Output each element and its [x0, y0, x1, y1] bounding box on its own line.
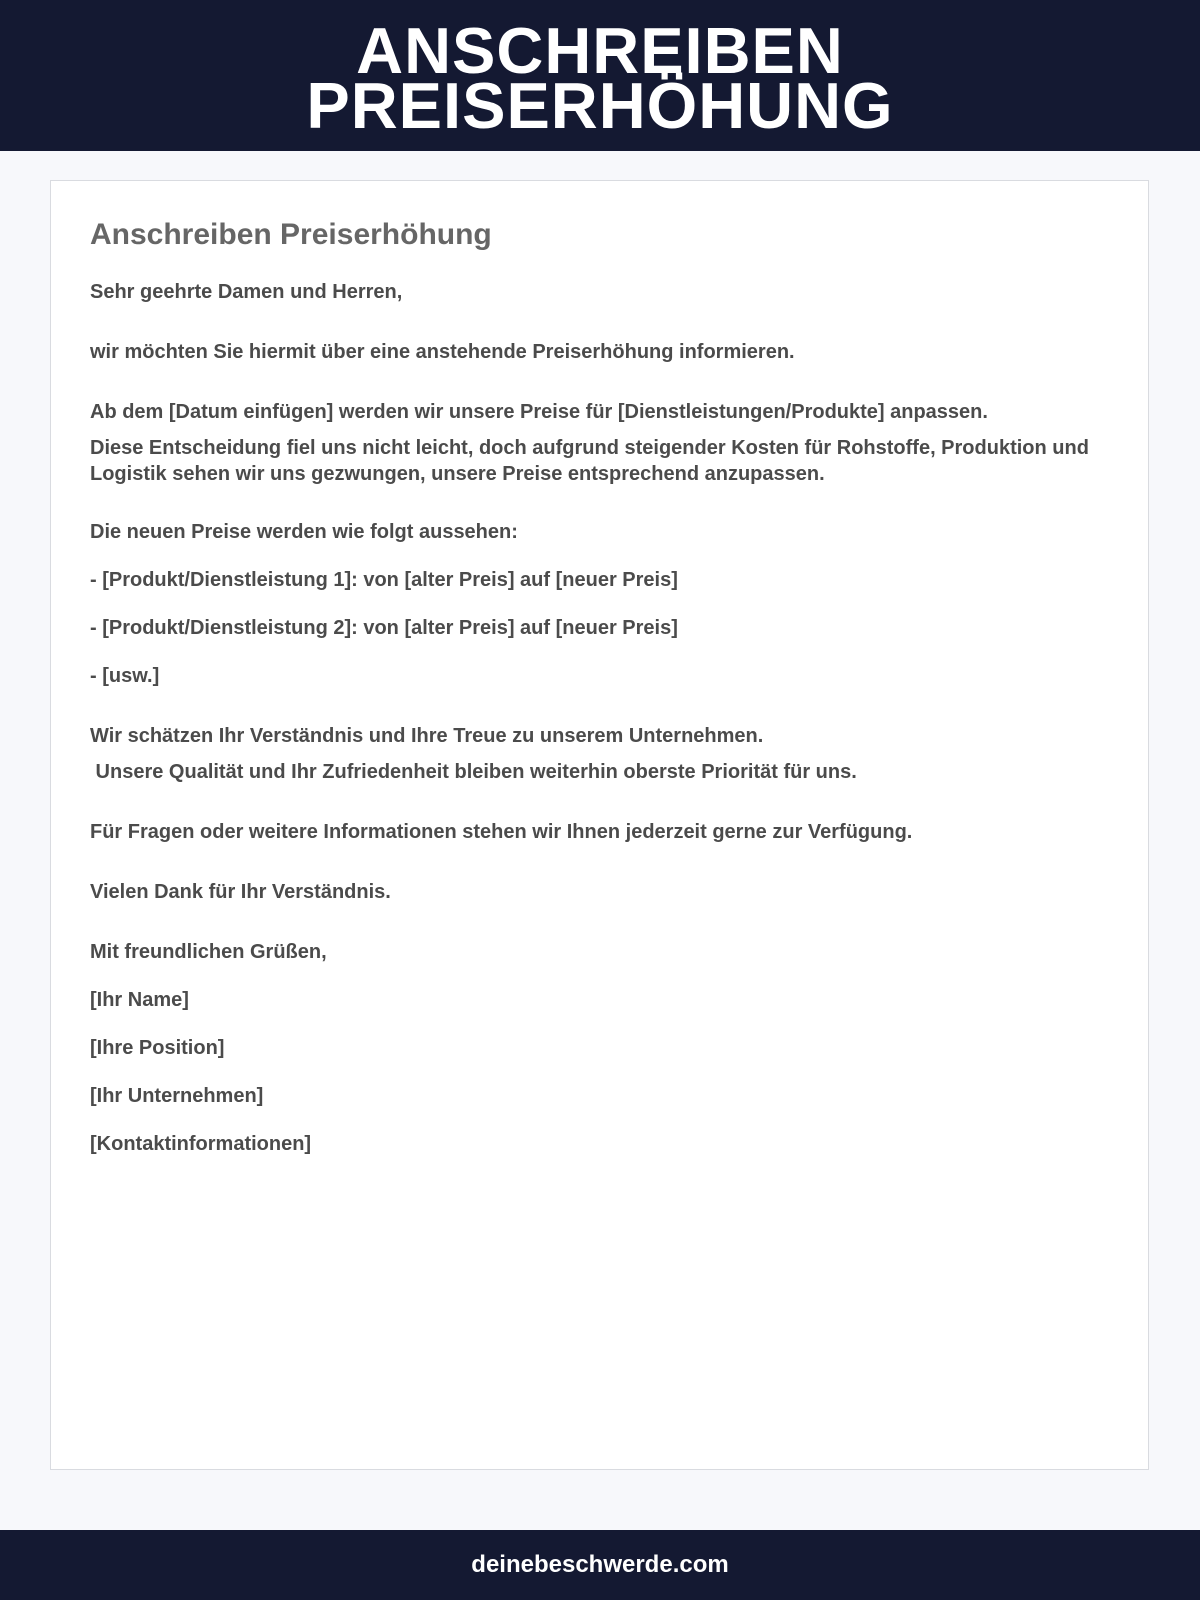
letter-quality: Unsere Qualität und Ihr Zufriedenheit bleiben weiterhin oberste Priorität für uns. — [90, 761, 857, 783]
signature-contact: [Kontaktinformationen] — [90, 1133, 312, 1155]
header-title-line-1: ANSCHREIBEN — [356, 13, 844, 87]
letter-reason: Diese Entscheidung fiel uns nicht leicht, doch aufgrund steigender Kosten für Rohstoffe, Produktion und Logistik sehen wir uns gezwungen, unsere Preise entsprechend anzupassen. — [90, 437, 1089, 485]
page-header — [0, 0, 1200, 151]
footer-site-link[interactable]: deinebeschwerde.com — [471, 1551, 729, 1578]
letter-intro: wir möchten Sie hiermit über eine anstehende Preiserhöhung informieren. — [90, 341, 795, 363]
header-title-line-2: PREISERHÖHUNG — [306, 68, 894, 142]
letter-greeting: Sehr geehrte Damen und Herren, — [90, 281, 403, 303]
price-item-2: - [Produkt/Dienstleistung 2]: von [alter Preis] auf [neuer Preis] — [90, 617, 678, 639]
letter-title: Anschreiben Preiserhöhung — [90, 218, 492, 251]
letter-date-line: Ab dem [Datum einfügen] werden wir unsere Preise für [Dienstleistungen/Produkte] anpassen. — [90, 401, 988, 423]
letter-questions: Für Fragen oder weitere Informationen stehen wir Ihnen jederzeit gerne zur Verfügung. — [90, 821, 913, 843]
prices-intro: Die neuen Preise werden wie folgt aussehen: — [90, 521, 518, 543]
letter-thanks: Vielen Dank für Ihr Verständnis. — [90, 881, 391, 903]
signature-name: [Ihr Name] — [90, 989, 189, 1011]
letter-closing: Mit freundlichen Grüßen, — [90, 941, 327, 963]
letter-card — [50, 180, 1149, 1470]
header-title — [306, 13, 894, 142]
letter-appreciation: Wir schätzen Ihr Verständnis und Ihre Treue zu unserem Unternehmen. — [90, 725, 764, 747]
signature-position: [Ihre Position] — [90, 1037, 225, 1059]
price-item-3: - [usw.] — [90, 665, 160, 687]
page-footer — [0, 1530, 1200, 1600]
price-item-1: - [Produkt/Dienstleistung 1]: von [alter Preis] auf [neuer Preis] — [90, 569, 678, 591]
signature-company: [Ihr Unternehmen] — [90, 1085, 264, 1107]
